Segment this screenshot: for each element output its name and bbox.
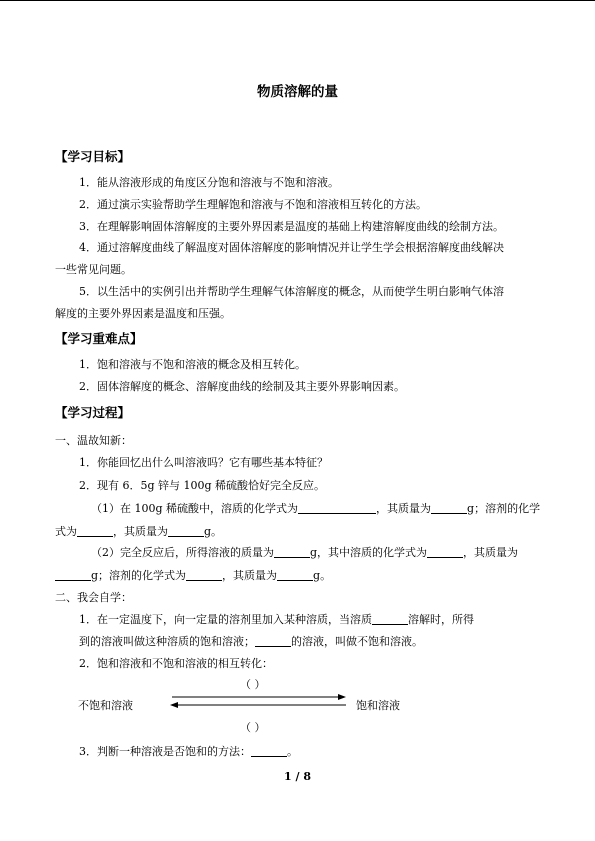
blank [298, 502, 376, 514]
blank [431, 502, 467, 514]
focus-item-1: 1．饱和溶液与不饱和溶液的概念及相互转化。 [79, 358, 306, 371]
blank [255, 635, 291, 647]
focus-heading: 【学习重难点】 [55, 331, 143, 346]
blank [372, 613, 408, 625]
selfstudy-s3: 3．判断一种溶液是否饱和的方法： 。 [79, 745, 298, 758]
goal-item-5: 5．以生活中的实例引出并帮助学生理解气体溶解度的概念，从而使学生明白影响气体溶 [79, 285, 504, 298]
goal-item-1: 1．能从溶液形成的角度区分饱和溶液与不饱和溶液。 [79, 176, 339, 189]
review-q2-2-cont: g；溶剂的化学式为 ，其质量为 g。 [55, 569, 331, 583]
conversion-arrows [160, 690, 350, 712]
paren-top: （ ） [240, 678, 266, 691]
label-unsaturated: 不饱和溶液 [78, 699, 133, 712]
goal-item-4: 4．通过溶解度曲线了解温度对固体溶解度的影响情况并让学生学会根据溶解度曲线解决 [79, 241, 504, 254]
blank [427, 546, 463, 558]
blank [168, 525, 204, 537]
review-q1: 1．你能回忆出什么叫溶液吗？它有哪些基本特征？ [79, 456, 328, 469]
goals-heading: 【学习目标】 [55, 149, 131, 164]
goal-item-2: 2．通过演示实验帮助学生理解饱和溶液与不饱和溶液相互转化的方法。 [79, 198, 427, 211]
review-q2-1-cont: 式为 ，其质量为 g。 [55, 525, 223, 538]
review-q2: 2．现有 6．5g 锌与 100g 稀硫酸恰好完全反应。 [79, 479, 326, 492]
focus-item-2: 2．固体溶解度的概念、溶解度曲线的绘制及其主要外界影响因素。 [79, 380, 405, 393]
top-rule [0, 0, 595, 1]
blank [186, 569, 222, 581]
goal-item-5-cont: 解度的主要外界因素是温度和压强。 [55, 307, 231, 320]
review-heading: 一、温故知新： [55, 434, 132, 447]
blank [274, 546, 310, 558]
review-q2-1: （1）在 100g 稀硫酸中，溶质的化学式为 ，其质量为 g；溶剂的化学 [91, 502, 541, 515]
process-heading: 【学习过程】 [55, 405, 131, 420]
blank [77, 525, 113, 537]
selfstudy-heading: 二、我会自学： [55, 591, 132, 604]
label-saturated: 饱和溶液 [356, 699, 400, 712]
paren-bottom: （ ） [240, 721, 266, 734]
goal-item-4-cont: 一些常见问题。 [55, 263, 132, 276]
goal-item-3: 3．在理解影响固体溶解度的主要外界因素是温度的基础上构建溶解度曲线的绘制方法。 [79, 220, 504, 233]
selfstudy-s2: 2．饱和溶液和不饱和溶液的相互转化： [79, 657, 273, 670]
review-q2-2: （2）完全反应后，所得溶液的质量为 g，其中溶质的化学式为 ，其质量为 [91, 546, 519, 559]
page-title: 物质溶解的量 [257, 84, 338, 100]
page-number: 1 / 8 [284, 770, 311, 783]
blank [251, 745, 287, 757]
selfstudy-s1: 1．在一定温度下，向一定量的溶剂里加入某种溶质，当溶质 溶解时，所得 [79, 613, 474, 626]
blank [55, 569, 91, 581]
selfstudy-s1-cont: 到的溶液叫做这种溶质的饱和溶液； 的溶液，叫做不饱和溶液。 [79, 635, 423, 648]
blank [277, 569, 313, 581]
